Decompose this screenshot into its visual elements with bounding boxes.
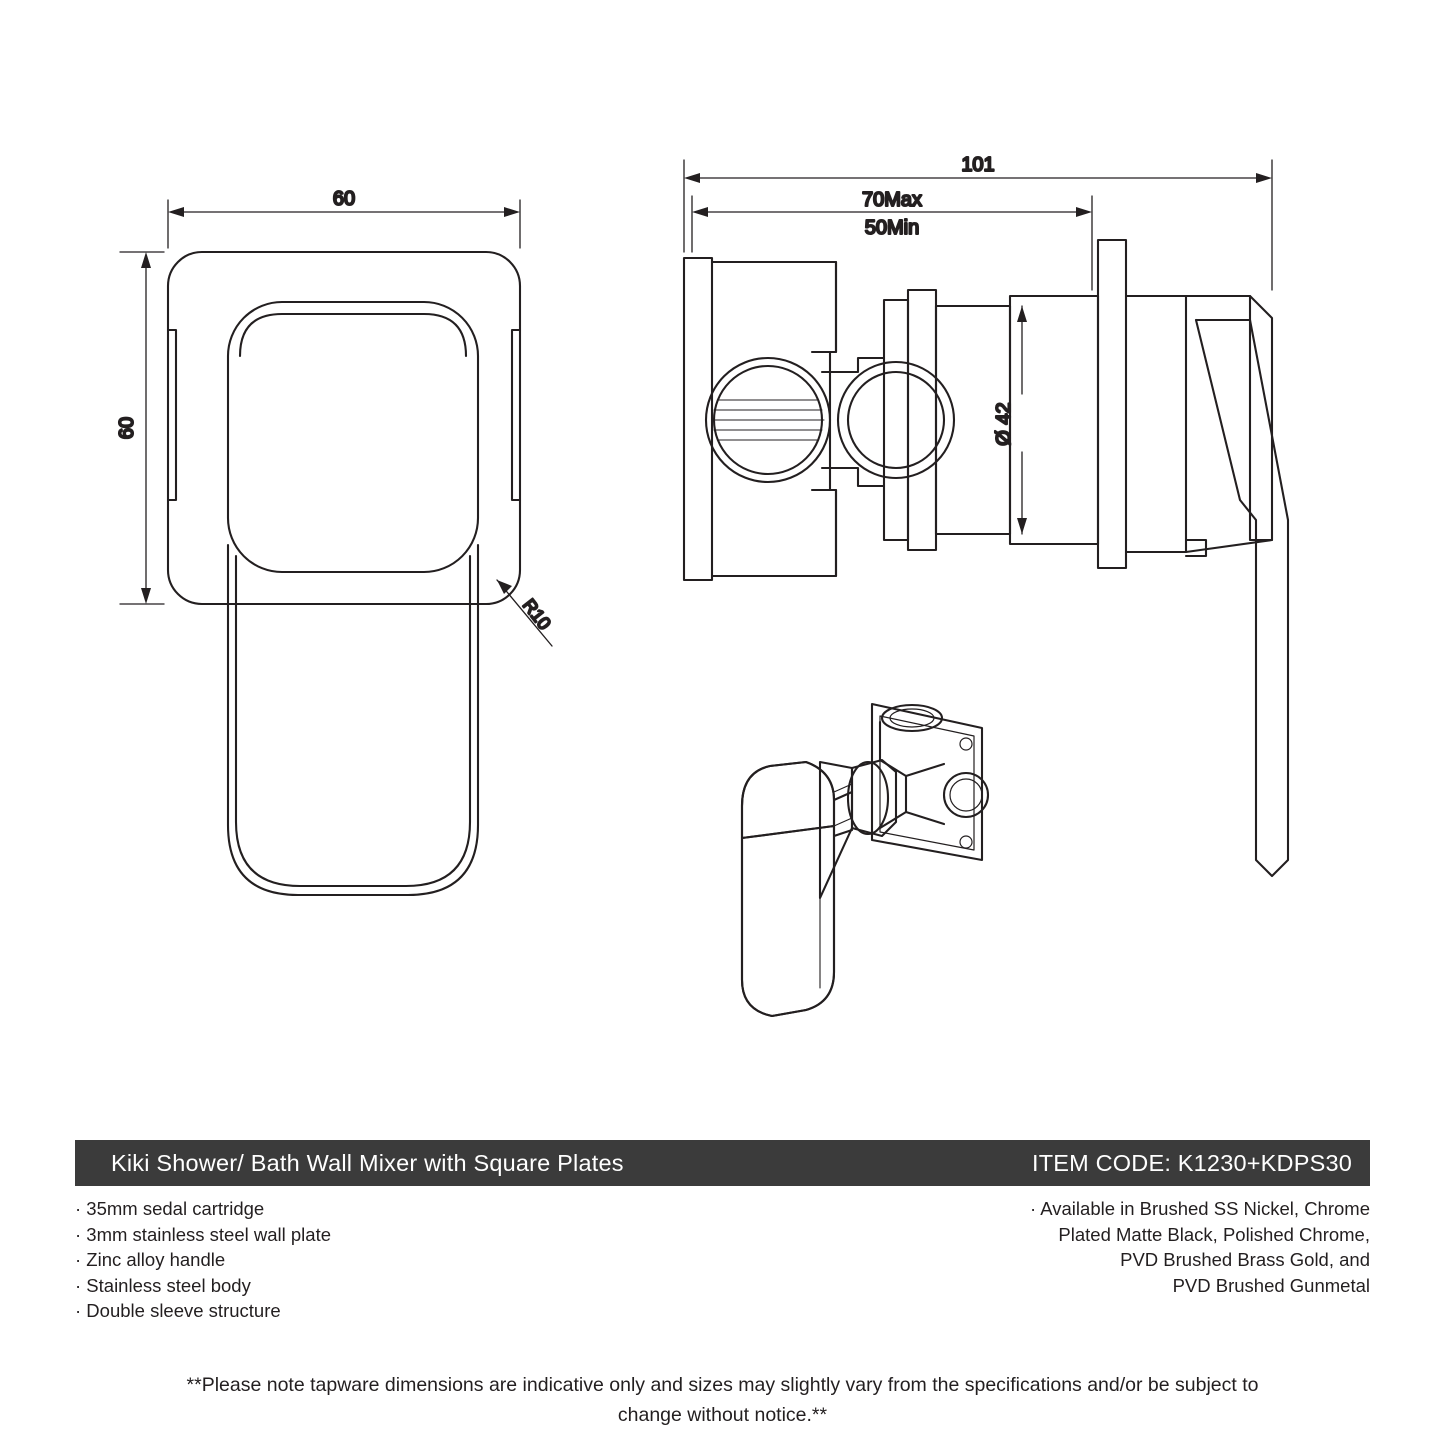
dim-total-depth-label: 101 bbox=[961, 154, 995, 176]
list-item: · 3mm stainless steel wall plate bbox=[75, 1223, 332, 1245]
item-code: ITEM CODE: K1230+KDPS30 bbox=[1031, 1149, 1352, 1176]
list-item: · Stainless steel body bbox=[75, 1274, 251, 1296]
dim-body-diameter-label: Ø 42 bbox=[993, 402, 1015, 446]
list-item: · Available in Brushed SS Nickel, Chrome bbox=[1029, 1198, 1370, 1219]
iso-view-geometry bbox=[742, 704, 988, 1016]
product-title-bar bbox=[75, 1140, 1370, 1186]
features-list bbox=[75, 1196, 635, 1324]
dim-min-projection-label: 50Min bbox=[864, 217, 920, 239]
dim-plate-height-label: 60 bbox=[116, 416, 138, 440]
dim-max-projection-label: 70Max bbox=[861, 189, 923, 211]
dim-plate-width-label: 60 bbox=[332, 188, 356, 210]
list-item: · Double sleeve structure bbox=[75, 1300, 281, 1321]
list-item: · 35mm sedal cartridge bbox=[75, 1198, 265, 1219]
list-item: PVD Brushed Gunmetal bbox=[1172, 1274, 1370, 1296]
spec-columns bbox=[75, 1196, 1370, 1324]
disclaimer-text: **Please note tapware dimensions are indicative only and sizes may slightly vary from the specifications and/or be subject to change without notice.** bbox=[186, 1374, 1259, 1426]
front-view-geometry bbox=[168, 252, 520, 895]
dimension-total-depth bbox=[684, 160, 1272, 290]
list-item: Plated Matte Black, Polished Chrome, bbox=[1058, 1223, 1370, 1245]
dimension-body-diameter bbox=[1017, 306, 1027, 534]
finishes-list bbox=[810, 1196, 1370, 1298]
side-view-geometry bbox=[684, 240, 1288, 876]
page-title: Kiki Shower/ Bath Wall Mixer with Square Plates bbox=[111, 1149, 624, 1176]
dim-corner-radius-label: R10 bbox=[518, 595, 555, 634]
list-item: · Zinc alloy handle bbox=[75, 1249, 226, 1270]
spec-footer bbox=[0, 1140, 1445, 1445]
list-item: PVD Brushed Brass Gold, and bbox=[1120, 1249, 1370, 1270]
